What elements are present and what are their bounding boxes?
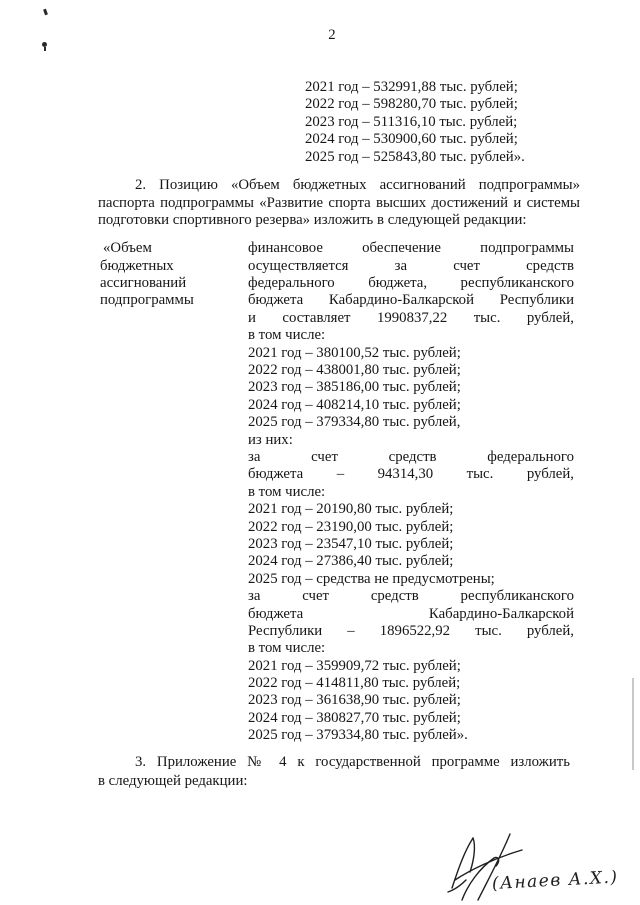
funding-line: 2024 год – 530900,60 тыс. рублей; <box>305 131 518 148</box>
label-line: ассигнований <box>100 275 187 292</box>
value-line: в том числе: <box>248 483 326 500</box>
value-line: в том числе: <box>248 327 326 344</box>
value-line: 2022 год – 438001,80 тыс. рублей; <box>248 362 461 379</box>
item-2-paragraph <box>98 177 580 229</box>
value-line: Республики – 1896522,92 тыс. рублей, <box>248 622 574 639</box>
value-line: 2023 год – 361638,90 тыс. рублей; <box>248 692 461 709</box>
funding-line: 2021 год – 532991,88 тыс. рублей; <box>305 79 518 95</box>
value-line: 2025 год – 379334,80 тыс. рублей». <box>248 727 468 744</box>
value-line: финансовое обеспечение подпрограммы <box>248 240 574 257</box>
label-line: бюджетных <box>100 257 174 274</box>
value-line: федерального бюджета, республиканского <box>248 275 574 292</box>
value-line: 2021 год – 359909,72 тыс. рублей; <box>248 657 461 674</box>
value-line: и составляет 1990837,22 тыс. рублей, <box>248 309 574 326</box>
passport-label-column <box>100 240 240 310</box>
value-line: 2021 год – 20190,80 тыс. рублей; <box>248 501 454 518</box>
value-line: 2021 год – 380100,52 тыс. рублей; <box>248 344 461 361</box>
value-line: 2024 год – 27386,40 тыс. рублей; <box>248 553 454 570</box>
value-line: 2022 год – 23190,00 тыс. рублей; <box>248 518 454 535</box>
value-line: в том числе: <box>248 640 326 657</box>
page-number: 2 <box>328 27 336 43</box>
value-line: за счет средств федерального <box>248 448 574 465</box>
funding-line: 2025 год – 525843,80 тыс. рублей». <box>305 148 525 165</box>
value-line: 2022 год – 414811,80 тыс. рублей; <box>248 675 461 692</box>
value-line: за счет средств республиканского <box>248 588 574 605</box>
value-line: осуществляется за счет средств <box>248 257 574 274</box>
label-line: «Объем <box>103 240 152 257</box>
value-line: 2023 год – 385186,00 тыс. рублей; <box>248 379 461 396</box>
value-line: 2025 год – средства не предусмотрены; <box>248 570 495 587</box>
item-1-tail <box>305 79 525 166</box>
label-line: подпрограммы <box>100 292 194 309</box>
value-line: 2024 год – 380827,70 тыс. рублей; <box>248 709 461 726</box>
scan-mark-top <box>43 9 48 16</box>
item-3-paragraph <box>98 753 570 790</box>
funding-line: 2023 год – 511316,10 тыс. рублей; <box>305 113 518 130</box>
value-line: 2024 год – 408214,10 тыс. рублей; <box>248 396 461 413</box>
paragraph-line: в следующей редакции: <box>98 772 248 789</box>
value-line: из них: <box>248 431 293 448</box>
scan-mark-tail <box>44 47 46 51</box>
scan-edge-line <box>632 678 634 770</box>
value-line: бюджета – 94314,30 тыс. рублей, <box>248 466 574 483</box>
paragraph-line: подготовки спортивного резерва» изложить в следующей редакции: <box>98 212 527 229</box>
paragraph-line: 2. Позицию «Объем бюджетных ассигнований подпрограммы» <box>135 177 580 194</box>
passport-value-column <box>248 240 574 744</box>
value-line: бюджета Кабардино-Балкарской <box>248 605 574 622</box>
paragraph-line: паспорта подпрограммы «Развитие спорта высших достижений и системы <box>98 194 580 211</box>
signature-handwritten-name: (Анаев А.Х.) <box>491 867 619 894</box>
funding-line: 2022 год – 598280,70 тыс. рублей; <box>305 96 518 113</box>
value-line: бюджета Кабардино-Балкарской Республики <box>248 292 574 309</box>
paragraph-line: 3. Приложение № 4 к государственной программе изложить <box>135 754 570 770</box>
value-line: 2025 год – 379334,80 тыс. рублей, <box>248 414 461 431</box>
value-line: 2023 год – 23547,10 тыс. рублей; <box>248 535 454 552</box>
